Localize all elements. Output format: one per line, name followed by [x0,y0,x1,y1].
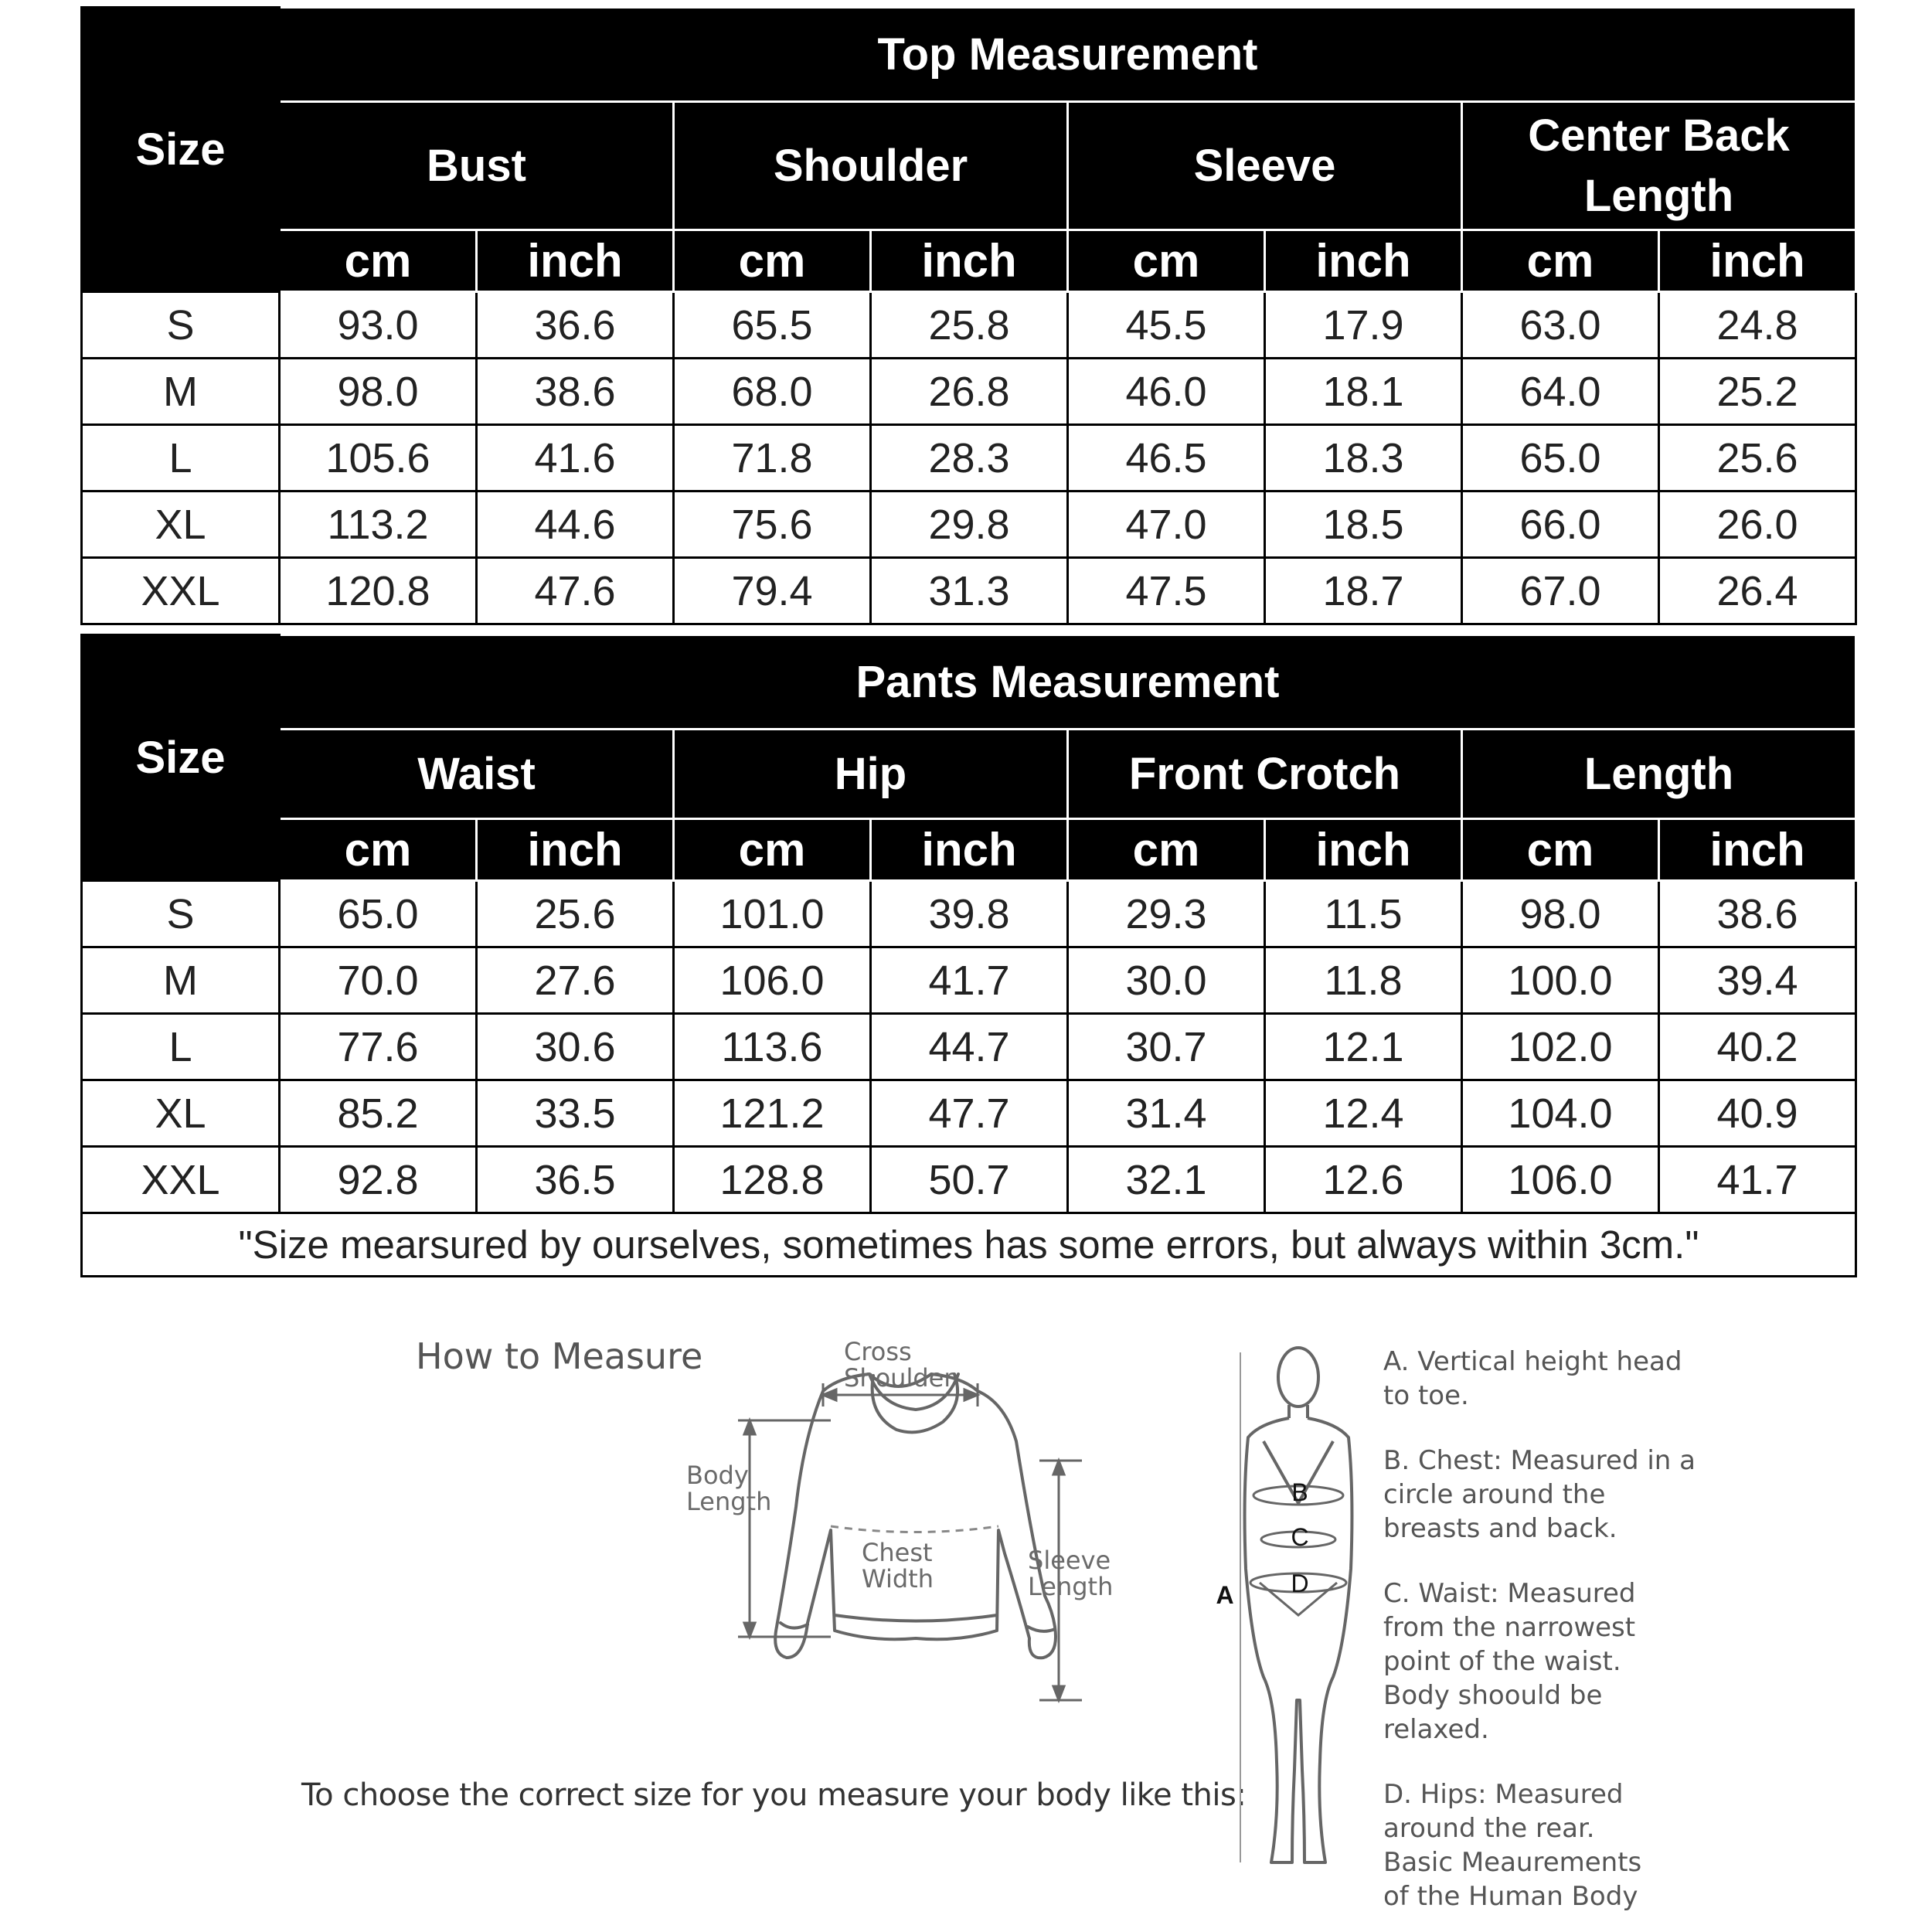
note-d: D. Hips: Measured around the rear. Basic Meaurements of the Human Body [1383,1779,1642,1912]
table-row [82,292,1856,359]
column-header-center-back-length [1462,102,1856,230]
unit-header: cm [280,230,477,292]
value-cell: 65.0 [280,881,477,947]
value-cell: 30.7 [1068,1014,1265,1080]
value-cell: 50.7 [871,1147,1068,1213]
value-cell: 18.3 [1265,425,1462,492]
value-cell: 79.4 [674,558,871,624]
unit-header: inch [477,819,674,881]
size-cell: S [82,292,280,359]
value-cell: 98.0 [1462,881,1659,947]
head [1278,1348,1318,1406]
unit-row [82,230,1856,292]
value-cell: 120.8 [280,558,477,624]
value-cell: 92.8 [280,1147,477,1213]
value-cell: 105.6 [280,425,477,492]
size-header: Size [82,635,280,881]
unit-header: cm [1462,819,1659,881]
unit-header: cm [674,819,871,881]
note-a: A. Vertical height head to toe. [1383,1346,1682,1411]
column-header-waist: Waist [280,730,674,819]
body-figure-diagram [1206,1337,1383,1878]
value-cell: 26.0 [1659,492,1856,558]
note-c: C. Waist: Measured from the narrowest point of the waist. Body shoould be relaxed. [1383,1578,1636,1745]
value-cell: 98.0 [280,359,477,425]
value-cell: 17.9 [1265,292,1462,359]
value-cell: 31.3 [871,558,1068,624]
column-header-label: Center Back Length [1528,110,1790,221]
value-cell: 38.6 [477,359,674,425]
sleeve-length-label: Sleeve Length [1028,1546,1114,1601]
value-cell: 66.0 [1462,492,1659,558]
value-cell: 85.2 [280,1080,477,1147]
unit-header: inch [1659,819,1856,881]
value-cell: 93.0 [280,292,477,359]
value-cell: 25.6 [477,881,674,947]
marker-c: C [1291,1523,1309,1551]
unit-header: cm [1068,819,1265,881]
column-header-shoulder: Shoulder [674,102,1068,230]
size-cell: XL [82,492,280,558]
body-length-arrow [738,1420,831,1637]
table-row [82,1147,1856,1213]
value-cell: 65.0 [1462,425,1659,492]
value-cell: 68.0 [674,359,871,425]
table-title: Top Measurement [280,8,1856,102]
value-cell: 27.6 [477,947,674,1014]
pants-measurement-table [80,634,1857,1277]
value-cell: 102.0 [1462,1014,1659,1080]
unit-header: cm [1068,230,1265,292]
table-row [82,881,1856,947]
value-cell: 29.3 [1068,881,1265,947]
size-cell: M [82,359,280,425]
value-cell: 18.1 [1265,359,1462,425]
unit-header: inch [871,230,1068,292]
value-cell: 63.0 [1462,292,1659,359]
value-cell: 45.5 [1068,292,1265,359]
table-row [82,947,1856,1014]
value-cell: 113.2 [280,492,477,558]
chest-width-line [831,1526,998,1532]
value-cell: 71.8 [674,425,871,492]
size-header: Size [82,8,280,292]
column-header-front-crotch: Front Crotch [1068,730,1462,819]
value-cell: 11.8 [1265,947,1462,1014]
value-cell: 38.6 [1659,881,1856,947]
table-row [82,1080,1856,1147]
unit-row [82,819,1856,881]
value-cell: 25.8 [871,292,1068,359]
value-cell: 128.8 [674,1147,871,1213]
top-table-body [82,292,1856,624]
marker-d: D [1291,1570,1309,1597]
value-cell: 75.6 [674,492,871,558]
value-cell: 64.0 [1462,359,1659,425]
unit-header: inch [1265,819,1462,881]
value-cell: 12.1 [1265,1014,1462,1080]
value-cell: 67.0 [1462,558,1659,624]
table-row [82,1014,1856,1080]
cross-shoulder-label: Cross Shoulder [844,1337,954,1393]
value-cell: 40.9 [1659,1080,1856,1147]
value-cell: 41.7 [871,947,1068,1014]
value-cell: 18.7 [1265,558,1462,624]
value-cell: 33.5 [477,1080,674,1147]
size-cell: S [82,881,280,947]
value-cell: 70.0 [280,947,477,1014]
value-cell: 11.5 [1265,881,1462,947]
value-cell: 44.7 [871,1014,1068,1080]
value-cell: 113.6 [674,1014,871,1080]
shirt-diagram [665,1329,1159,1731]
value-cell: 18.5 [1265,492,1462,558]
value-cell: 32.1 [1068,1147,1265,1213]
value-cell: 39.8 [871,881,1068,947]
table-row [82,425,1856,492]
value-cell: 47.0 [1068,492,1265,558]
value-cell: 65.5 [674,292,871,359]
value-cell: 29.8 [871,492,1068,558]
unit-header: cm [1462,230,1659,292]
measure-instruction: To choose the correct size for you measure your body like this: [301,1777,1247,1813]
table-row [82,359,1856,425]
column-header-sleeve: Sleeve [1068,102,1462,230]
value-cell: 40.2 [1659,1014,1856,1080]
value-cell: 26.4 [1659,558,1856,624]
value-cell: 39.4 [1659,947,1856,1014]
value-cell: 36.6 [477,292,674,359]
value-cell: 31.4 [1068,1080,1265,1147]
value-cell: 121.2 [674,1080,871,1147]
unit-header: inch [871,819,1068,881]
chest-width-label: Chest Width [862,1538,934,1594]
table-row [82,492,1856,558]
note-b: B. Chest: Measured in a circle around the breasts and back. [1383,1445,1696,1544]
column-header-length: Length [1462,730,1856,819]
value-cell: 77.6 [280,1014,477,1080]
size-cell: L [82,425,280,492]
value-cell: 28.3 [871,425,1068,492]
size-disclaimer-note: "Size mearsured by ourselves, sometimes has some errors, but always within 3cm." [82,1213,1856,1277]
value-cell: 25.2 [1659,359,1856,425]
value-cell: 47.7 [871,1080,1068,1147]
value-cell: 26.8 [871,359,1068,425]
marker-a: A [1216,1581,1234,1609]
size-cell: XXL [82,558,280,624]
table-row [82,558,1856,624]
size-cell: M [82,947,280,1014]
how-to-measure-heading: How to Measure [416,1335,703,1377]
value-cell: 36.5 [477,1147,674,1213]
value-cell: 46.0 [1068,359,1265,425]
size-cell: L [82,1014,280,1080]
value-cell: 25.6 [1659,425,1856,492]
value-cell: 24.8 [1659,292,1856,359]
size-cell: XL [82,1080,280,1147]
unit-header: inch [477,230,674,292]
value-cell: 41.6 [477,425,674,492]
value-cell: 41.7 [1659,1147,1856,1213]
value-cell: 46.5 [1068,425,1265,492]
value-cell: 12.6 [1265,1147,1462,1213]
unit-header: cm [674,230,871,292]
value-cell: 12.4 [1265,1080,1462,1147]
value-cell: 106.0 [674,947,871,1014]
shirt-outline [775,1374,1056,1658]
value-cell: 44.6 [477,492,674,558]
value-cell: 30.0 [1068,947,1265,1014]
size-cell: XXL [82,1147,280,1213]
body-length-label: Body Length [686,1461,772,1516]
unit-header: inch [1659,230,1856,292]
unit-header: cm [280,819,477,881]
value-cell: 106.0 [1462,1147,1659,1213]
unit-header: inch [1265,230,1462,292]
column-header-bust: Bust [280,102,674,230]
pants-table-body [82,881,1856,1213]
column-header-hip: Hip [674,730,1068,819]
top-measurement-table [80,6,1857,625]
value-cell: 47.6 [477,558,674,624]
marker-b: B [1291,1478,1308,1506]
value-cell: 47.5 [1068,558,1265,624]
value-cell: 101.0 [674,881,871,947]
value-cell: 104.0 [1462,1080,1659,1147]
value-cell: 100.0 [1462,947,1659,1014]
table-title: Pants Measurement [280,635,1856,730]
value-cell: 30.6 [477,1014,674,1080]
